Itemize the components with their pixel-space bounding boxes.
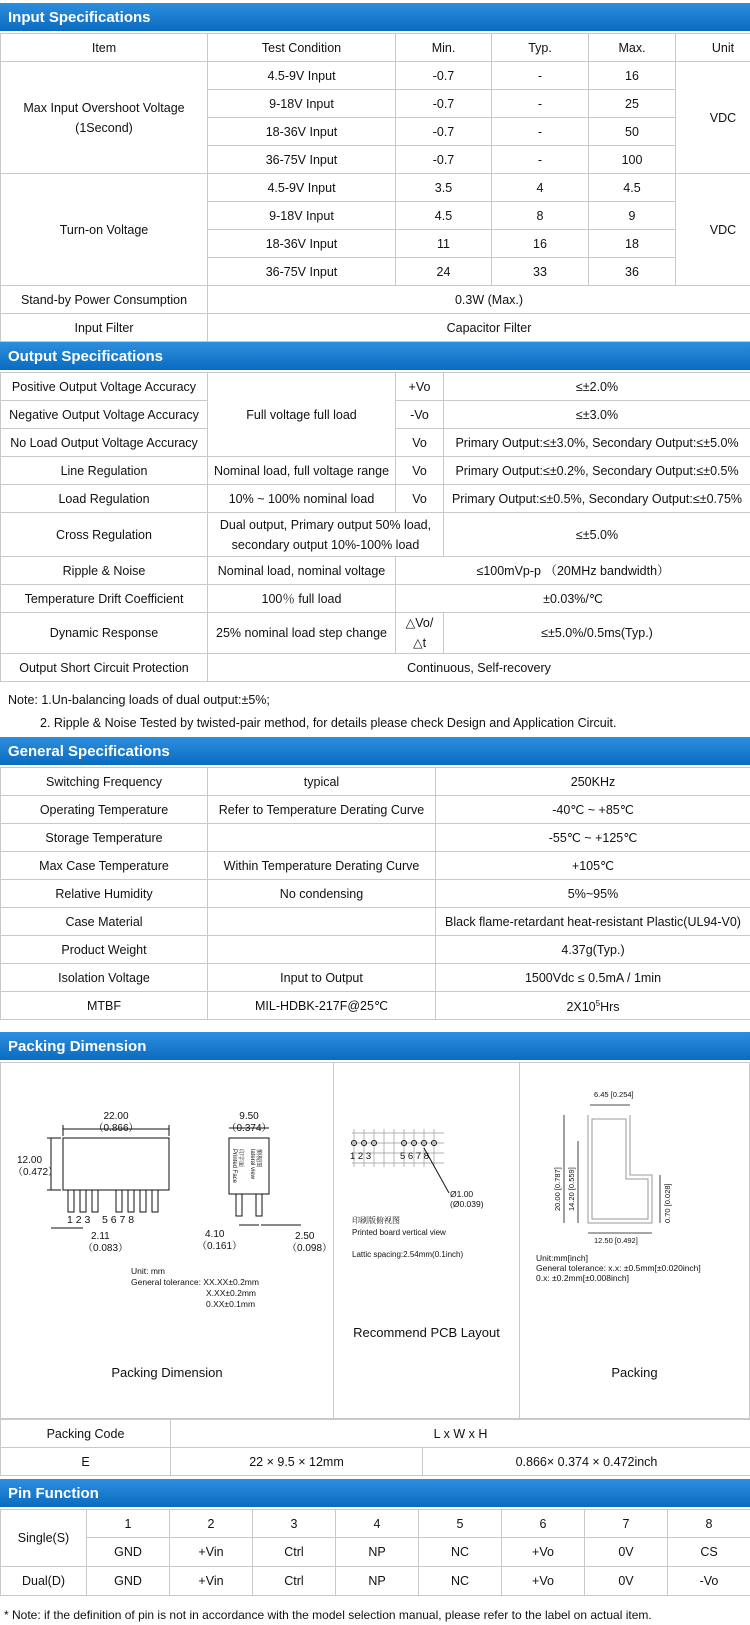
pin-numbers: 1 2 3 5 6 7 8 xyxy=(67,1214,135,1226)
product-dimension-drawing xyxy=(1,1063,335,1333)
cell: 10% ~ 100% nominal load xyxy=(208,485,396,513)
cell: - xyxy=(492,146,589,174)
tube-wall-dim: 0.70 [0.028] xyxy=(663,1183,672,1223)
cell: Full voltage full load xyxy=(208,373,396,457)
tube-tolerance-2: 0.x: ±0.2mm[±0.008inch] xyxy=(536,1273,629,1283)
pin-number: 8 xyxy=(668,1510,750,1538)
cell: +Vo xyxy=(396,373,444,401)
packing-title: Packing Dimension xyxy=(8,1037,147,1055)
cell: L x W x H xyxy=(171,1420,750,1448)
printed-face-cn: 印字面 xyxy=(237,1149,243,1168)
cell: Refer to Temperature Derating Curve xyxy=(208,796,436,824)
cell: 33 xyxy=(492,258,589,286)
item-label: Max Input Overshoot Voltage xyxy=(23,100,185,115)
pin-number: 2 xyxy=(170,1510,253,1538)
unit-cell: VDC xyxy=(676,62,750,174)
table-row xyxy=(1,824,750,852)
cell: Vo xyxy=(396,429,444,457)
pin-function: Ctrl xyxy=(253,1538,336,1567)
pin-function: GND xyxy=(87,1567,170,1596)
turnon-item: Turn-on Voltage xyxy=(1,174,208,286)
cell: 36-75V Input xyxy=(208,146,396,174)
output-note-2: 2. Ripple & Noise Tested by twisted-pair method, for details please check Design and Application Circuit. xyxy=(40,716,617,730)
dim-lead: 4.10 xyxy=(205,1229,225,1240)
table-header-row xyxy=(1,34,750,62)
output-spec-header xyxy=(0,342,750,370)
pin-function-header xyxy=(0,1479,750,1507)
table-row xyxy=(1,768,750,796)
cell xyxy=(208,908,436,936)
cell: Black flame-retardant heat-resistant Plastic(UL94-V0) xyxy=(436,908,750,936)
tube-height-dim: 20.00 [0.787] xyxy=(553,1167,562,1211)
caption-pcb-layout: Recommend PCB Layout xyxy=(353,1325,500,1340)
mtbf-exponent: 5 xyxy=(595,998,601,1008)
table-row xyxy=(1,992,750,1020)
cell: -0.7 xyxy=(396,146,492,174)
pin-row-label: Dual(D) xyxy=(1,1567,87,1596)
table-row xyxy=(1,286,750,314)
tube-tolerance-1: General tolerance: x.x: ±0.5mm[±0.020inch] xyxy=(536,1263,701,1273)
dim-thickness-inch: （0.374） xyxy=(226,1123,272,1134)
pin-note: * Note: if the definition of pin is not in accordance with the model selection manual, please refer to the label on actual item. xyxy=(4,1608,652,1622)
table-row xyxy=(1,936,750,964)
cell: -Vo xyxy=(396,401,444,429)
cell: Line Regulation xyxy=(1,457,208,485)
printed-board-en: Printed board vertical view xyxy=(352,1228,446,1237)
cell: - xyxy=(492,62,589,90)
cell: 25 xyxy=(589,90,676,118)
cell: 4.5-9V Input xyxy=(208,62,396,90)
cell xyxy=(208,936,436,964)
cell: ≤100mVp-p （20MHz bandwidth） xyxy=(396,557,750,585)
pin-function-title: Pin Function xyxy=(8,1484,99,1502)
cell: Primary Output:≤±0.2%, Secondary Output:≤±0.5% xyxy=(444,457,750,485)
cell: Stand-by Power Consumption xyxy=(1,286,208,314)
caption-packing: Packing xyxy=(611,1365,658,1380)
cell: 18 xyxy=(589,230,676,258)
pin-number: 6 xyxy=(502,1510,585,1538)
pin-function: NC xyxy=(419,1538,502,1567)
cell: 24 xyxy=(396,258,492,286)
cell: E xyxy=(1,1448,171,1476)
pin-function-table xyxy=(0,1509,750,1596)
table-row xyxy=(1,314,750,342)
cell: -40℃ ~ +85℃ xyxy=(436,796,750,824)
mtbf-value: 2X10 xyxy=(566,1000,596,1015)
general-spec-table xyxy=(0,767,750,1020)
pin-function: -Vo xyxy=(668,1567,750,1596)
dim-pitch-inch: （0.083） xyxy=(83,1243,129,1254)
unit-cell: VDC xyxy=(676,174,750,286)
table-row xyxy=(1,852,750,880)
packing-code-table xyxy=(0,1419,750,1476)
output-spec-title: Output Specifications xyxy=(8,347,164,365)
pin-function: NP xyxy=(336,1538,419,1567)
cell: Capacitor Filter xyxy=(208,314,750,342)
pcb-pins-right: 5 6 7 8 xyxy=(400,1151,430,1162)
dim-height: 12.00 xyxy=(17,1155,43,1166)
pin-function: +Vo xyxy=(502,1538,585,1567)
dim-width-inch: （0.866） xyxy=(93,1123,139,1134)
pin-function: Ctrl xyxy=(253,1567,336,1596)
pin-function: +Vin xyxy=(170,1538,253,1567)
cell: 100％ full load xyxy=(208,585,396,613)
col-header: Max. xyxy=(589,34,676,62)
cell: Cross Regulation xyxy=(1,513,208,557)
hole-diameter-inch: (Ø0.039) xyxy=(450,1199,484,1209)
lateral-view-cn: 侧视图 xyxy=(255,1149,261,1168)
cell: 50 xyxy=(589,118,676,146)
cell: 4.5 xyxy=(396,202,492,230)
cell: - xyxy=(492,90,589,118)
pcb-layout-drawing xyxy=(334,1063,521,1283)
cell: 9-18V Input xyxy=(208,90,396,118)
table-row xyxy=(1,585,750,613)
packing-header xyxy=(0,1032,750,1060)
cell: Load Regulation xyxy=(1,485,208,513)
cell: 0.3W (Max.) xyxy=(208,286,750,314)
lateral-view-en: lateral view xyxy=(249,1149,255,1180)
tolerance-1: General tolerance: XX.XX±0.2mm xyxy=(131,1277,259,1287)
cell: 8 xyxy=(492,202,589,230)
overshoot-item xyxy=(1,62,208,174)
pin-function: 0V xyxy=(585,1567,668,1596)
general-spec-title: General Specifications xyxy=(8,742,170,760)
unit-label: Unit: mm xyxy=(131,1266,165,1276)
pin-row-label: Single(S) xyxy=(1,1510,87,1567)
pin-function: GND xyxy=(87,1538,170,1567)
tolerance-3: 0.XX±0.1mm xyxy=(206,1299,256,1309)
cell: Primary Output:≤±0.5%, Secondary Output:≤±0.75% xyxy=(444,485,750,513)
tolerance-2: X.XX±0.2mm xyxy=(206,1288,257,1298)
pin-function: CS xyxy=(668,1538,750,1567)
cell: 18-36V Input xyxy=(208,118,396,146)
output-note-1: Note: 1.Un-balancing loads of dual output:±5%; xyxy=(8,693,270,707)
col-header: Unit xyxy=(676,34,750,62)
cell: 36 xyxy=(589,258,676,286)
cell: Output Short Circuit Protection xyxy=(1,654,208,682)
caption-packing-dimension: Packing Dimension xyxy=(111,1365,223,1380)
cell: 4.5 xyxy=(589,174,676,202)
cell: MTBF xyxy=(1,992,208,1020)
cell: Ripple & Noise xyxy=(1,557,208,585)
tube-top-dim: 6.45 [0.254] xyxy=(594,1090,634,1099)
cell: 3.5 xyxy=(396,174,492,202)
cell xyxy=(208,824,436,852)
cond-line: secondary output 10%-100% load xyxy=(231,537,420,552)
cell: No Load Output Voltage Accuracy xyxy=(1,429,208,457)
table-row xyxy=(1,485,750,513)
cell: MIL-HDBK-217F@25℃ xyxy=(208,992,436,1020)
cell xyxy=(208,513,444,557)
table-row xyxy=(1,654,750,682)
input-spec-header xyxy=(0,3,750,31)
cell: 16 xyxy=(589,62,676,90)
cell: 9 xyxy=(589,202,676,230)
dim-pitch: 2.11 xyxy=(91,1231,110,1242)
pin-number: 4 xyxy=(336,1510,419,1538)
cell: Relative Humidity xyxy=(1,880,208,908)
table-row xyxy=(1,964,750,992)
cond-line: Dual output, Primary output 50% load, xyxy=(219,517,432,532)
cell: 0.866× 0.374 × 0.472inch xyxy=(423,1448,750,1476)
cell: ≤±2.0% xyxy=(444,373,750,401)
tube-unit: Unit:mm[inch] xyxy=(536,1253,588,1263)
cell: +105℃ xyxy=(436,852,750,880)
table-row xyxy=(1,1510,750,1538)
cell: Dynamic Response xyxy=(1,613,208,654)
pin-number: 3 xyxy=(253,1510,336,1538)
cell: △Vo/△t xyxy=(396,613,444,654)
general-spec-header xyxy=(0,737,750,765)
pin-number: 1 xyxy=(87,1510,170,1538)
input-spec-table xyxy=(0,33,750,342)
cell: 18-36V Input xyxy=(208,230,396,258)
pin-number: 5 xyxy=(419,1510,502,1538)
cell: Storage Temperature xyxy=(1,824,208,852)
table-row xyxy=(1,1567,750,1596)
table-row xyxy=(1,174,750,202)
cell: -55℃ ~ +125℃ xyxy=(436,824,750,852)
cell: Switching Frequency xyxy=(1,768,208,796)
table-row xyxy=(1,1448,750,1476)
tube-inner-dim: 14.20 [0.559] xyxy=(567,1167,576,1211)
cell: ≤±3.0% xyxy=(444,401,750,429)
item-sublabel: (1Second) xyxy=(75,120,133,135)
table-row xyxy=(1,613,750,654)
pin-function: 0V xyxy=(585,1538,668,1567)
tube-width-dim: 12.50 [0.492] xyxy=(594,1236,638,1245)
cell: Input Filter xyxy=(1,314,208,342)
col-header: Test Condition xyxy=(208,34,396,62)
cell: 100 xyxy=(589,146,676,174)
cell: Temperature Drift Coefficient xyxy=(1,585,208,613)
cell: -0.7 xyxy=(396,62,492,90)
table-row xyxy=(1,1420,750,1448)
cell: Primary Output:≤±3.0%, Secondary Output:≤±5.0% xyxy=(444,429,750,457)
cell: 4 xyxy=(492,174,589,202)
cell: -0.7 xyxy=(396,118,492,146)
packing-tube-drawing xyxy=(520,1063,750,1293)
dim-thickness: 9.50 xyxy=(239,1111,259,1122)
dim-lead-inch: （0.161） xyxy=(197,1241,243,1252)
packing-drawings xyxy=(0,1062,750,1419)
col-header: Item xyxy=(1,34,208,62)
printed-board-cn: 印刷版俯视图 xyxy=(352,1216,400,1225)
cell: Within Temperature Derating Curve xyxy=(208,852,436,880)
table-row xyxy=(1,880,750,908)
cell: Case Material xyxy=(1,908,208,936)
table-row xyxy=(1,457,750,485)
cell: Continuous, Self-recovery xyxy=(208,654,750,682)
cell: typical xyxy=(208,768,436,796)
cell: 5%~95% xyxy=(436,880,750,908)
cell: 9-18V Input xyxy=(208,202,396,230)
packing-tube-panel xyxy=(519,1062,750,1419)
pin-function: NP xyxy=(336,1567,419,1596)
cell: 1500Vdc ≤ 0.5mA / 1min xyxy=(436,964,750,992)
cell: -0.7 xyxy=(396,90,492,118)
table-row xyxy=(1,62,750,90)
cell: Nominal load, full voltage range xyxy=(208,457,396,485)
table-row xyxy=(1,373,750,401)
packing-dimension-panel xyxy=(0,1062,334,1419)
table-row xyxy=(1,908,750,936)
pin-function: +Vin xyxy=(170,1567,253,1596)
cell: Max Case Temperature xyxy=(1,852,208,880)
dim-width: 22.00 xyxy=(103,1111,129,1122)
cell: ≤±5.0%/0.5ms(Typ.) xyxy=(444,613,750,654)
dim-pin-spacing: 2.50 xyxy=(295,1231,315,1242)
cell: Product Weight xyxy=(1,936,208,964)
table-row xyxy=(1,796,750,824)
cell: No condensing xyxy=(208,880,436,908)
table-row xyxy=(1,1538,750,1567)
cell: 4.37g(Typ.) xyxy=(436,936,750,964)
cell: Nominal load, nominal voltage xyxy=(208,557,396,585)
mtbf-unit: Hrs xyxy=(600,1000,620,1015)
cell: 11 xyxy=(396,230,492,258)
cell xyxy=(436,992,750,1020)
dim-pin-spacing-inch: （0.098） xyxy=(287,1243,333,1254)
cell: Input to Output xyxy=(208,964,436,992)
col-header: Typ. xyxy=(492,34,589,62)
cell: Positive Output Voltage Accuracy xyxy=(1,373,208,401)
cell: ±0.03%/℃ xyxy=(396,585,750,613)
cell: 36-75V Input xyxy=(208,258,396,286)
cell: Vo xyxy=(396,485,444,513)
cell: 4.5-9V Input xyxy=(208,174,396,202)
pin-function: NC xyxy=(419,1567,502,1596)
pcb-layout-panel xyxy=(333,1062,520,1419)
pcb-pins-left: 1 2 3 xyxy=(350,1151,372,1162)
cell: Operating Temperature xyxy=(1,796,208,824)
cell: Isolation Voltage xyxy=(1,964,208,992)
cell: 16 xyxy=(492,230,589,258)
printed-face-en: Printed Face xyxy=(231,1149,237,1184)
table-row xyxy=(1,557,750,585)
table-row xyxy=(1,513,750,557)
col-header: Min. xyxy=(396,34,492,62)
cell: 22 × 9.5 × 12mm xyxy=(171,1448,423,1476)
pin-number: 7 xyxy=(585,1510,668,1538)
cell: Vo xyxy=(396,457,444,485)
lattice-spacing: Lattic spacing:2.54mm(0.1inch) xyxy=(352,1250,464,1259)
cell: 25% nominal load step change xyxy=(208,613,396,654)
output-spec-table xyxy=(0,372,750,682)
cell: 250KHz xyxy=(436,768,750,796)
hole-diameter: Ø1.00 xyxy=(450,1189,474,1199)
cell: ≤±5.0% xyxy=(444,513,750,557)
cell: - xyxy=(492,118,589,146)
pin-function: +Vo xyxy=(502,1567,585,1596)
cell: Negative Output Voltage Accuracy xyxy=(1,401,208,429)
input-spec-title: Input Specifications xyxy=(8,8,151,26)
cell: Packing Code xyxy=(1,1420,171,1448)
dim-height-inch: （0.472） xyxy=(13,1167,59,1178)
